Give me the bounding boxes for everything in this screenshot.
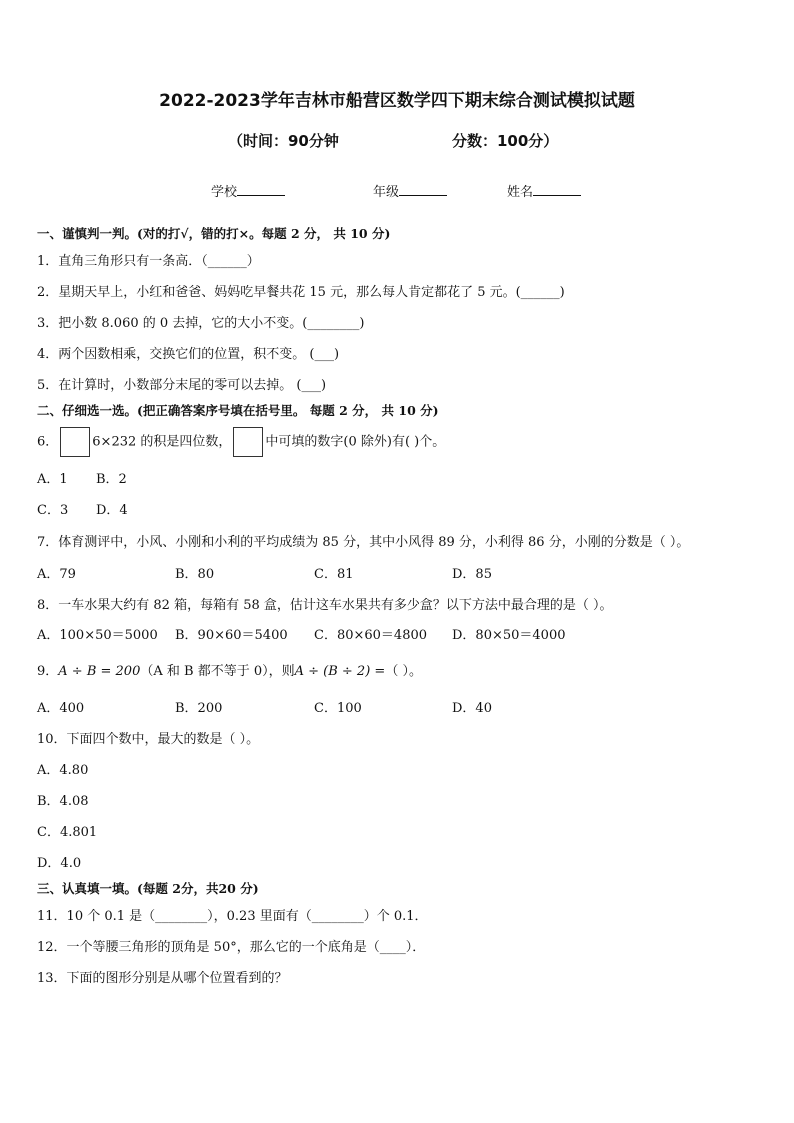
q6-option-b[interactable]: B．2	[96, 472, 127, 487]
question-5: 5．在计算时，小数部分末尾的零可以去掉。 (___)	[37, 378, 327, 393]
name-label: 姓名	[507, 185, 534, 200]
q9-option-d[interactable]: D．40	[452, 701, 492, 716]
q10-option-d[interactable]: D．4.0	[37, 856, 82, 871]
q8-option-c[interactable]: C．80×60＝4800	[314, 628, 428, 643]
q10-option-c[interactable]: C．4.801	[37, 825, 98, 840]
q7-option-b[interactable]: B．80	[175, 567, 215, 582]
grade-blank[interactable]	[399, 183, 447, 196]
time-label: （时间：90分钟	[228, 132, 339, 150]
section-2-heading: 二、仔细选一选。(把正确答案序号填在括号里。 每题 2 分， 共 10 分)	[37, 403, 439, 418]
question-2: 2．星期天早上，小红和爸爸、妈妈吃早餐共花 15 元，那么每人肯定都花了 5 元。(______)	[37, 285, 565, 300]
question-11: 11．10 个 0.1 是（________），0.23 里面有（________）个 0.1．	[37, 909, 428, 924]
answer-box-2[interactable]	[233, 427, 263, 457]
q9-option-a[interactable]: A．400	[37, 701, 85, 716]
question-9-end: （ ）。	[385, 664, 422, 679]
question-1: 1．直角三角形只有一条高．（______）	[37, 254, 260, 269]
grade-label: 年级	[373, 185, 400, 200]
page-title: 2022-2023学年吉林市船营区数学四下期末综合测试模拟试题	[159, 91, 635, 111]
q7-option-c[interactable]: C．81	[314, 567, 354, 582]
q8-option-b[interactable]: B．90×60＝5400	[175, 628, 288, 643]
q7-option-a[interactable]: A．79	[37, 567, 76, 582]
school-blank[interactable]	[237, 183, 285, 196]
school-label: 学校	[211, 185, 238, 200]
question-9	[37, 660, 422, 679]
question-10: 10．下面四个数中，最大的数是（ ）。	[37, 732, 260, 747]
q10-option-a[interactable]: A．4.80	[37, 763, 89, 778]
question-9-expr1: A ÷ B = 200	[58, 664, 141, 679]
answer-box-1[interactable]	[60, 427, 90, 457]
q9-option-b[interactable]: B．200	[175, 701, 223, 716]
question-13: 13．下面的图形分别是从哪个位置看到的？	[37, 971, 288, 986]
question-9-mid: （A 和 B 都不等于 0），则	[140, 664, 295, 679]
question-6-end: 中可填的数字(0 除外)有( )个。	[265, 434, 446, 450]
question-7: 7．体育测评中，小风、小刚和小利的平均成绩为 85 分，其中小风得 89 分，小利得 86 分，小刚的分数是（ ）。	[37, 535, 690, 550]
name-blank[interactable]	[533, 183, 581, 196]
section-1-heading: 一、谨慎判一判。(对的打√，错的打×。每题 2 分， 共 10 分)	[37, 226, 391, 241]
school-field	[211, 181, 285, 200]
question-6	[37, 427, 445, 457]
question-4: 4．两个因数相乘，交换它们的位置，积不变。 (___)	[37, 347, 340, 362]
q6-option-c[interactable]: C．3	[37, 503, 69, 518]
q8-option-d[interactable]: D．80×50＝4000	[452, 628, 566, 643]
question-8: 8．一车水果大约有 82 箱，每箱有 58 盒，估计这车水果共有多少盒？以下方法中最合理的是（ ）。	[37, 598, 613, 613]
question-9-number: 9．	[37, 664, 59, 679]
q10-option-b[interactable]: B．4.08	[37, 794, 89, 809]
q7-option-d[interactable]: D．85	[452, 567, 492, 582]
q9-option-c[interactable]: C．100	[314, 701, 362, 716]
grade-field	[373, 181, 447, 200]
name-field	[507, 181, 581, 200]
question-6-number: 6．	[37, 434, 59, 450]
question-3: 3．把小数 8.060 的 0 去掉，它的大小不变。(________)	[37, 316, 365, 331]
question-12: 12．一个等腰三角形的顶角是 50°，那么它的一个底角是（____）．	[37, 940, 426, 955]
q6-option-a[interactable]: A．1	[37, 472, 68, 487]
question-6-mid: 6×232 的积是四位数，	[92, 434, 232, 450]
question-9-expr2: A ÷ (B ÷ 2) =	[294, 664, 386, 679]
q8-option-a[interactable]: A．100×50＝5000	[37, 628, 158, 643]
q6-option-d[interactable]: D．4	[96, 503, 128, 518]
section-3-heading: 三、认真填一填。(每题 2分，共20 分)	[37, 881, 259, 896]
score-label: 分数：100分）	[452, 132, 559, 150]
